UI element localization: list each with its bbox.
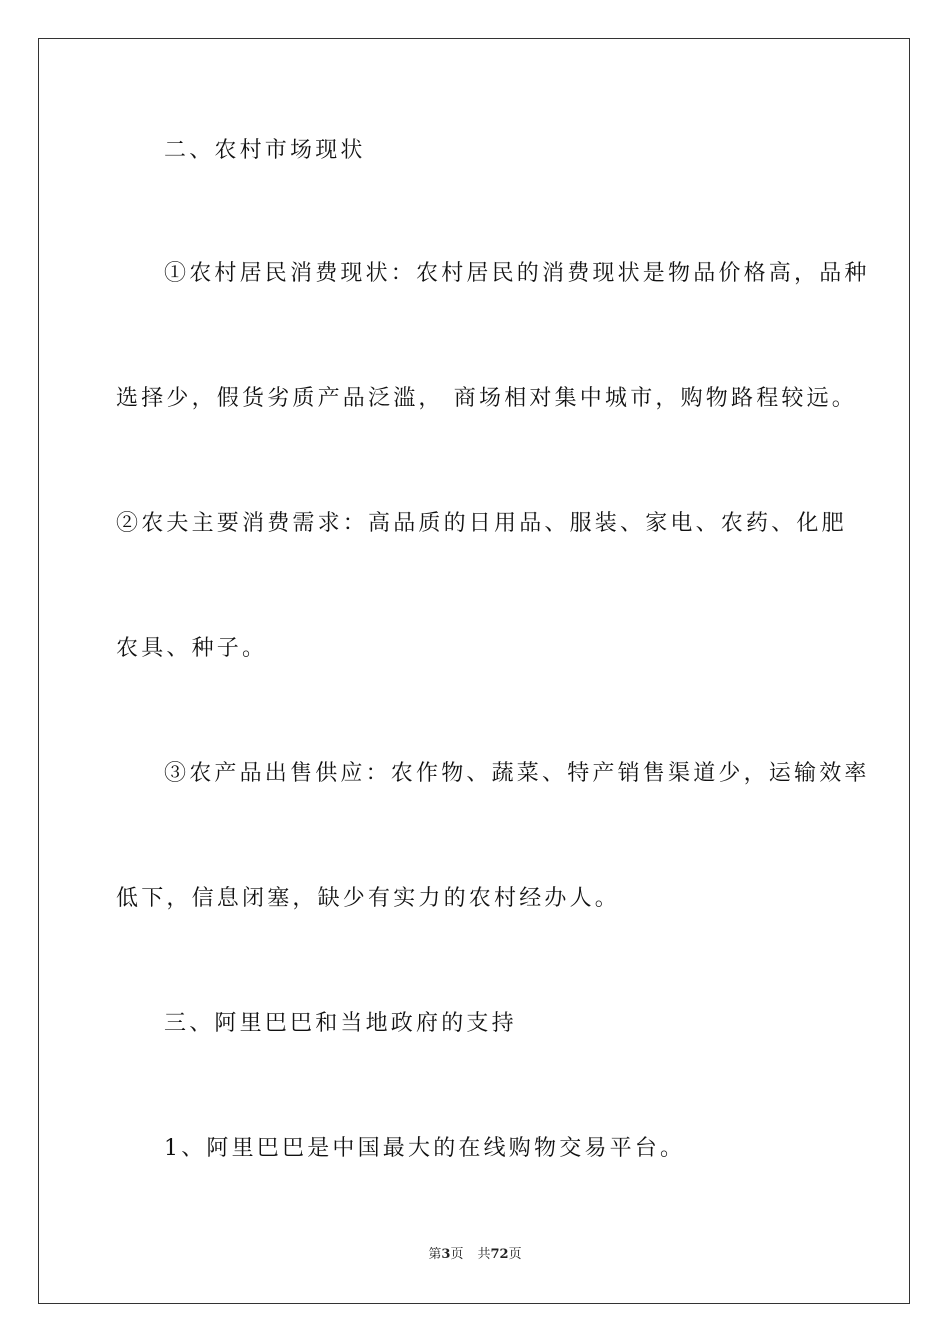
footer-total-pages: 72 [490,1247,509,1262]
paragraph-line: 低下，信息闭塞，缺少有实力的农村经办人。 [116,886,621,911]
footer-total-suffix: 页 [508,1247,522,1262]
paragraph-line: 农具、种子。 [116,636,268,661]
paragraph-line: ①农村居民消费现状：农村居民的消费现状是物品价格高，品种 [164,261,870,286]
page-footer [0,1246,950,1264]
paragraph-line: ③农产品出售供应：农作物、蔬菜、特产销售渠道少，运输效率 [164,761,870,786]
paragraph-line: 选择少，假货劣质产品泛滥， 商场相对集中城市，购物路程较远。 [116,386,857,411]
page-border [38,38,910,1304]
paragraph-line: ②农夫主要消费需求：高品质的日用品、服装、家电、农药、化肥 [116,511,847,536]
footer-page-suffix: 页 [450,1247,464,1262]
footer-page-prefix: 第 [428,1247,442,1262]
paragraph-line: 1、阿里巴巴是中国最大的在线购物交易平台。 [164,1136,686,1161]
footer-page-number: 3 [441,1247,451,1262]
footer-total-prefix: 共 [477,1247,491,1262]
section-heading-3: 三、阿里巴巴和当地政府的支持 [164,1011,517,1036]
section-heading-2: 二、农村市场现状 [164,138,366,163]
